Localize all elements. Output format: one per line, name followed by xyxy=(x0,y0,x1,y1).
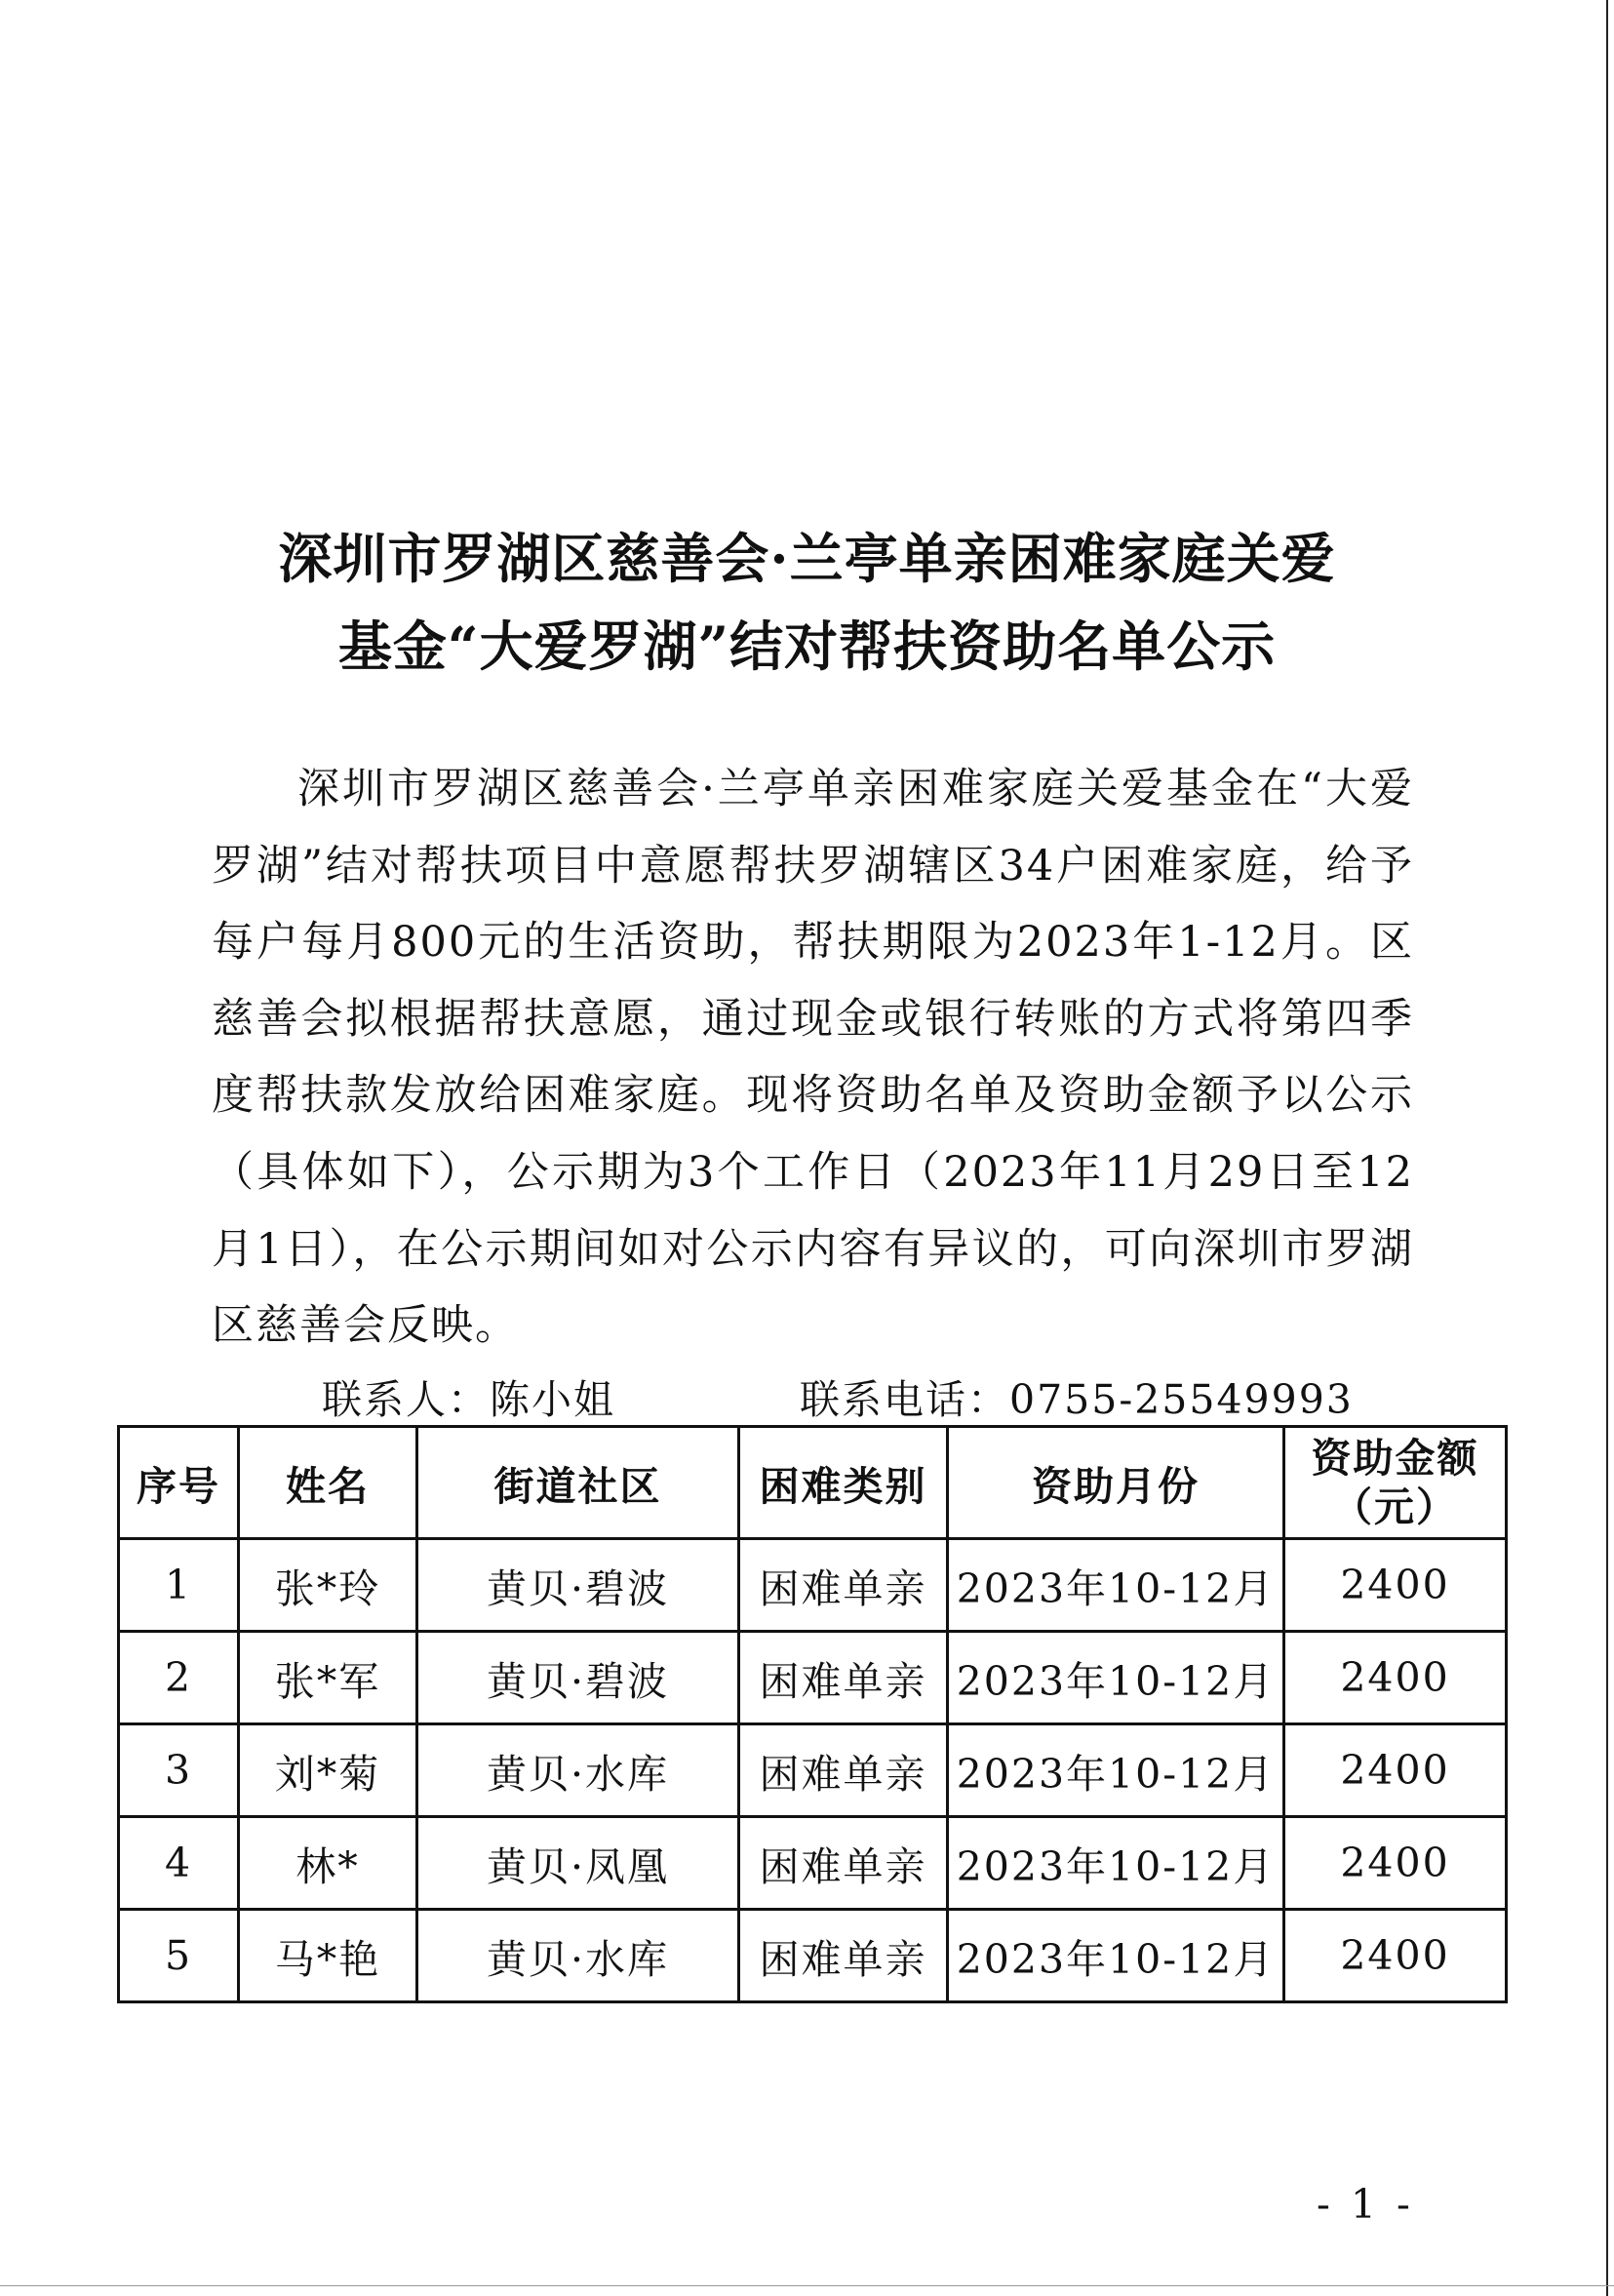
cell-community: 黄贝·水库 xyxy=(417,1910,739,2002)
header-amount-line-1: 资助金额 xyxy=(1311,1435,1479,1482)
cell-months: 2023年10-12月 xyxy=(948,1817,1284,1910)
cell-seq: 4 xyxy=(119,1817,239,1910)
header-category: 困难类别 xyxy=(739,1427,948,1539)
cell-community: 黄贝·凤凰 xyxy=(417,1817,739,1910)
cell-name: 林* xyxy=(239,1817,417,1910)
scan-edge-bottom xyxy=(0,2285,1614,2286)
header-amount xyxy=(1284,1427,1507,1539)
cell-community: 黄贝·碧波 xyxy=(417,1632,739,1724)
cell-months: 2023年10-12月 xyxy=(948,1632,1284,1724)
table-row xyxy=(119,1539,1507,1632)
header-months: 资助月份 xyxy=(948,1427,1284,1539)
aid-recipient-table xyxy=(117,1425,1508,2003)
cell-seq: 3 xyxy=(119,1724,239,1817)
table-row xyxy=(119,1632,1507,1724)
page-number: - 1 - xyxy=(1317,2181,1414,2228)
cell-months: 2023年10-12月 xyxy=(948,1539,1284,1632)
table-row xyxy=(119,1817,1507,1910)
cell-amount: 2400 xyxy=(1284,1632,1507,1724)
cell-category: 困难单亲 xyxy=(739,1910,948,2002)
title-line-1: 深圳市罗湖区慈善会·兰亭单亲困难家庭关爱 xyxy=(278,527,1336,590)
cell-name: 张*玲 xyxy=(239,1539,417,1632)
cell-community: 黄贝·水库 xyxy=(417,1724,739,1817)
cell-community: 黄贝·碧波 xyxy=(417,1539,739,1632)
table-header-row xyxy=(119,1427,1507,1539)
header-name: 姓名 xyxy=(239,1427,417,1539)
header-seq: 序号 xyxy=(119,1427,239,1539)
cell-name: 刘*菊 xyxy=(239,1724,417,1817)
header-community: 街道社区 xyxy=(417,1427,739,1539)
scan-edge-right xyxy=(1606,0,1608,2296)
cell-category: 困难单亲 xyxy=(739,1817,948,1910)
announcement-paragraph: 深圳市罗湖区慈善会·兰亭单亲困难家庭关爱基金在“大爱罗湖”结对帮扶项目中意愿帮扶罗湖辖区34户困难家庭，给予每户每月800元的生活资助，帮扶期限为2023年1-12月。区慈善会拟根据帮扶意愿，通过现金或银行转账的方式将第四季度帮扶款发放给困难家庭。现将资助名单及资助金额予以公示（具体如下），公示期为3个工作日（2023年11月29日至12月1日），在公示期间如对公示内容有异议的，可向深圳市罗湖区慈善会反映。 xyxy=(212,765,1414,1351)
cell-months: 2023年10-12月 xyxy=(948,1724,1284,1817)
cell-amount: 2400 xyxy=(1284,1910,1507,2002)
cell-seq: 2 xyxy=(119,1632,239,1724)
cell-category: 困难单亲 xyxy=(739,1724,948,1817)
cell-name: 张*军 xyxy=(239,1632,417,1724)
cell-amount: 2400 xyxy=(1284,1539,1507,1632)
contact-phone: 联系电话：0755-25549993 xyxy=(800,1376,1354,1423)
cell-amount: 2400 xyxy=(1284,1817,1507,1910)
cell-months: 2023年10-12月 xyxy=(948,1910,1284,2002)
table-row xyxy=(119,1724,1507,1817)
cell-seq: 1 xyxy=(119,1539,239,1632)
contact-person: 联系人：陈小姐 xyxy=(322,1376,615,1423)
cell-category: 困难单亲 xyxy=(739,1539,948,1632)
cell-seq: 5 xyxy=(119,1910,239,2002)
contact-line xyxy=(0,1367,1614,1426)
header-amount-line-2: （元） xyxy=(1332,1484,1458,1530)
cell-amount: 2400 xyxy=(1284,1724,1507,1817)
title-line-2: 基金“大爱罗湖”结对帮扶资助名单公示 xyxy=(337,614,1277,678)
cell-name: 马*艳 xyxy=(239,1910,417,2002)
table-row xyxy=(119,1910,1507,2002)
cell-category: 困难单亲 xyxy=(739,1632,948,1724)
document-title xyxy=(117,515,1497,691)
